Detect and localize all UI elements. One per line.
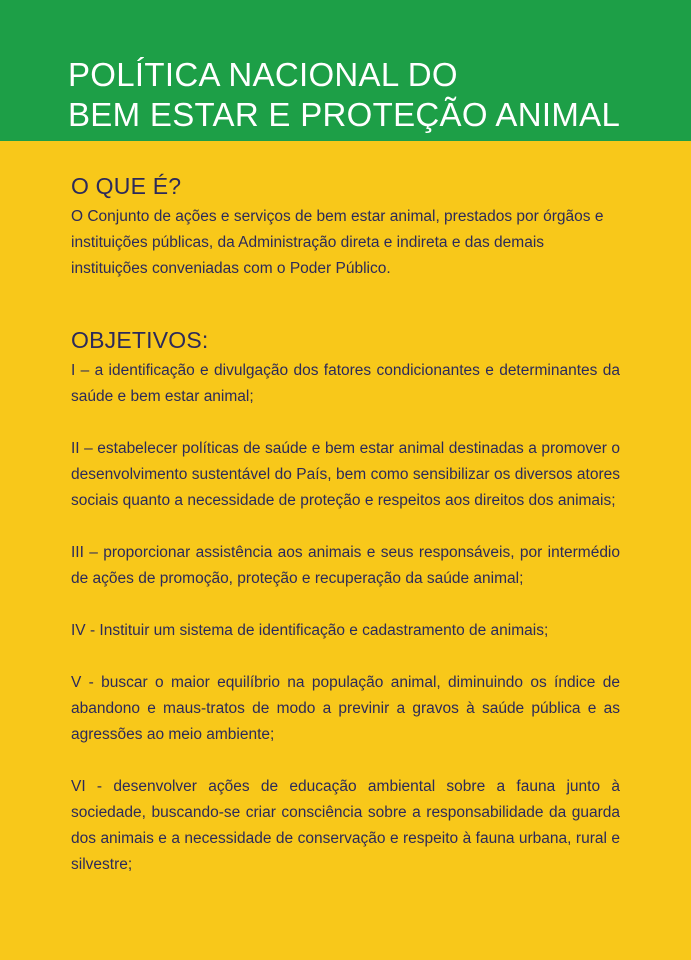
main-content (71, 168, 620, 878)
header-banner (0, 0, 691, 141)
what-is-heading: O QUE É? (71, 173, 182, 199)
page-title-line-2: BEM ESTAR E PROTEÇÃO ANIMAL (68, 96, 621, 133)
objective-item-5: V - buscar o maior equilíbrio na população animal, diminuindo os índice de abandono e maus-tratos de modo a previnir a gravos à saúde pública e as agressões ao meio ambiente; (71, 674, 620, 743)
objective-item-1: I – a identificação e divulgação dos fatores condicionantes e determinantes da saúde e bem estar animal; (71, 362, 620, 405)
objectives-heading: OBJETIVOS: (71, 327, 209, 353)
page-title-line-1: POLÍTICA NACIONAL DO (68, 56, 458, 93)
objective-item-6: VI - desenvolver ações de educação ambiental sobre a fauna junto à sociedade, buscando-se criar consciência sobre a responsabilidade da guarda dos animais e a necessidade de conservação e respeito à fauna urbana, rural e silvestre; (71, 778, 620, 873)
objective-item-3: III – proporcionar assistência aos animais e seus responsáveis, por intermédio de ações de promoção, proteção e recuperação da saúde animal; (71, 544, 620, 587)
objective-item-2: II – estabelecer políticas de saúde e bem estar animal destinadas a promover o desenvolvimento sustentável do País, bem como sensibilizar os diversos atores sociais quanto a necessidade de proteção e respeitos aos direitos dos animais; (71, 440, 620, 509)
objective-item-4: IV - Instituir um sistema de identificação e cadastramento de animais; (71, 622, 549, 639)
page-title (68, 55, 620, 135)
objectives-list (71, 358, 620, 878)
what-is-text: O Conjunto de ações e serviços de bem estar animal, prestados por órgãos e instituições públicas, da Administração direta e indireta e das demais instituições conveniadas com o Poder Público. (71, 208, 604, 277)
what-is-section (71, 168, 620, 282)
objectives-section (71, 322, 620, 878)
